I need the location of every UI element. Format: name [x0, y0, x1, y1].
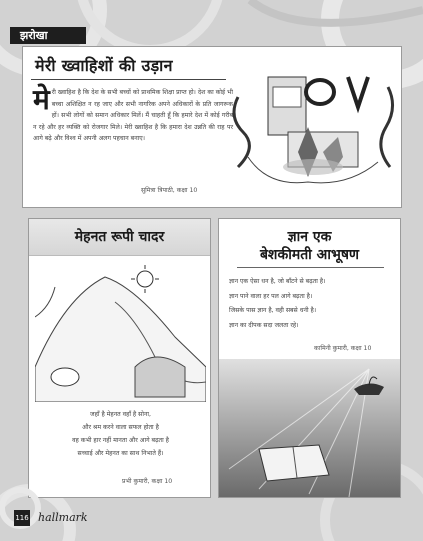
top-article-text: री ख्वाहिश है कि देश के सभी बच्चों को प्राथमिक शिक्षा प्राप्त हो। देश का कोई भी बच्चा अशिक्षित न रह जाए और सभी नागरिक अपने अधिकारों के प्रति जागरूक हों। सभी लोगों को समान अधिकार मिलें। मैं चाहती हूँ कि हमारे देश में कोई गरीब न रहे और हर व्यक्ति को रोजगार मिले। मेरी ख्वाहिश है कि हमारा देश उन्नति की राह पर आगे बढ़े और विश्व में अपनी अलग पहचान बनाए।: [33, 89, 233, 142]
dropcap: मे: [33, 83, 50, 116]
left-article-card: [28, 218, 211, 498]
title-line-2: बेशकीमती आभूषण: [259, 247, 360, 263]
poem-line: जिसके पास ज्ञान है, वही सबसे धनी है।: [229, 307, 317, 314]
section-label: झरोखा: [20, 29, 48, 42]
page-number: 116: [14, 510, 30, 526]
title-line-1: ज्ञान एक: [287, 229, 332, 245]
poem-line: ज्ञान पाने वाला हर पल आगे बढ़ता है।: [229, 292, 313, 300]
poem-line: और श्रम करने वाला सफल होता है: [82, 424, 159, 431]
top-article-body: [33, 83, 233, 145]
poem-line: ज्ञान का दीपक सदा जलता रहे।: [229, 321, 299, 329]
right-article-author: कामिनी कुमारी, कक्षा 10: [314, 345, 372, 352]
poem-line: ज्ञान एक ऐसा धन है, जो बाँटने से बढ़ता है।: [229, 278, 326, 285]
right-poem: [229, 275, 394, 333]
top-article-title: मेरी ख्वाहिशों की उड़ान: [35, 56, 173, 75]
poem-line: सच्चाई और मेहनत का साथ निभाते हैं।: [77, 450, 164, 457]
section-tab: [10, 27, 86, 44]
left-article-title: मेहनत रूपी चादर: [74, 229, 165, 245]
right-article-illustration: [219, 359, 400, 497]
right-article-card: [218, 218, 401, 498]
poem-line: जहाँ है मेहनत वहाँ है सोना,: [90, 411, 151, 418]
right-article-title: [219, 228, 400, 264]
left-article-author: प्रभी कुमारी, कक्षा 10: [122, 478, 173, 485]
left-article-illustration: [35, 257, 206, 402]
top-article-author: सुमित्रा त्रिपाठी, कक्षा 10: [141, 187, 198, 194]
top-article-illustration: [228, 57, 398, 197]
left-poem: [37, 408, 204, 460]
corner-decoration: [0, 478, 60, 541]
title-divider: [237, 267, 384, 268]
poem-line: वह कभी हार नहीं मानता और आगे बढ़ता है: [72, 437, 169, 444]
title-divider: [31, 79, 226, 80]
footer-logo: hallmark: [38, 511, 88, 524]
top-article-card: [22, 46, 402, 208]
